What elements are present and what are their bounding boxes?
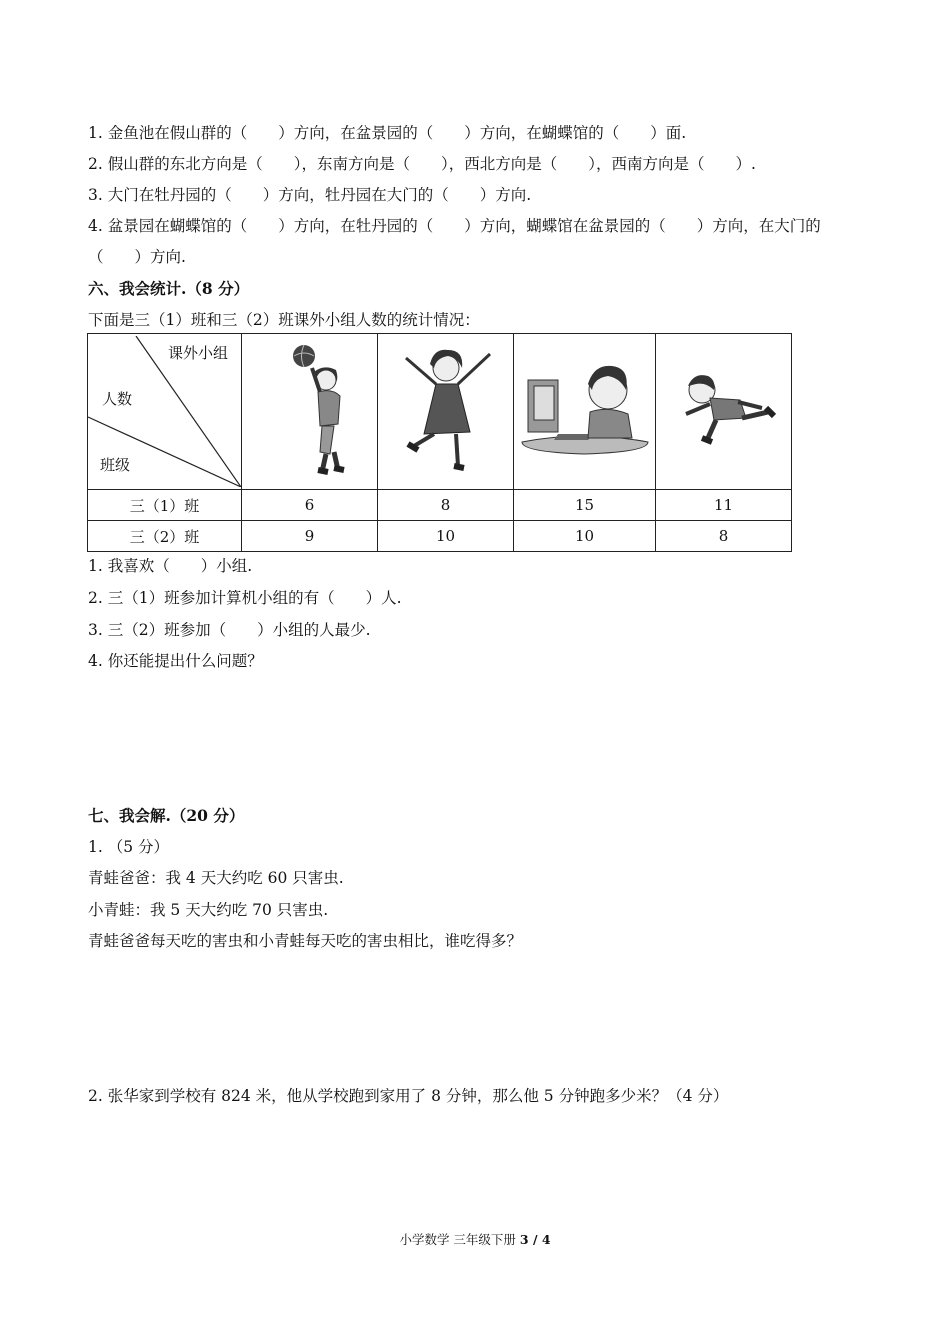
problem-1-line-2: 小青蛙：我 5 天大约吃 70 只害虫. xyxy=(88,901,329,919)
table-cell: 8 xyxy=(656,521,792,552)
computer-icon xyxy=(514,334,656,490)
page-number: 3 / 4 xyxy=(519,1232,551,1247)
header-class: 班级 xyxy=(100,456,131,474)
problem-1-label: 1. （5 分） xyxy=(88,838,170,856)
row-label: 三（2）班 xyxy=(88,521,242,552)
s6-question-3: 3. 三（2）班参加（ ）小组的人最少. xyxy=(88,621,371,639)
diagonal-header-cell xyxy=(88,334,242,490)
footer-text: 小学数学 三年级下册 xyxy=(399,1232,520,1247)
row-label: 三（1）班 xyxy=(88,490,242,521)
stat-table xyxy=(87,333,792,552)
page-footer xyxy=(0,1230,950,1248)
table-cell: 10 xyxy=(378,521,514,552)
table-cell: 11 xyxy=(656,490,792,521)
table-cell: 9 xyxy=(242,521,378,552)
s5-question-2: 2. 假山群的东北方向是（ ），东南方向是（ ），西北方向是（ ），西南方向是（ ）. xyxy=(88,155,756,173)
s6-question-2: 2. 三（1）班参加计算机小组的有（ ）人. xyxy=(88,589,402,607)
table-cell: 15 xyxy=(514,490,656,521)
s5-question-4: 4. 盆景园在蝴蝶馆的（ ）方向，在牡丹园的（ ）方向，蝴蝶馆在盆景园的（ ）方向，在大门的 xyxy=(88,217,821,235)
header-count: 人数 xyxy=(102,390,133,408)
table-cell: 6 xyxy=(242,490,378,521)
table-cell: 10 xyxy=(514,521,656,552)
problem-1-question: 青蛙爸爸每天吃的害虫和小青蛙每天吃的害虫相比，谁吃得多？ xyxy=(88,932,523,950)
section-7-title: 七、我会解.（20 分） xyxy=(88,806,245,825)
running-icon xyxy=(656,334,792,490)
basketball-icon xyxy=(242,334,378,490)
section-6-title: 六、我会统计.（8 分） xyxy=(88,279,250,298)
problem-2: 2. 张华家到学校有 824 米，他从学校跑到家用了 8 分钟，那么他 5 分钟跑多少米？（4 分） xyxy=(88,1087,729,1105)
s5-question-1: 1. 金鱼池在假山群的（ ）方向，在盆景园的（ ）方向，在蝴蝶馆的（ ）面. xyxy=(88,124,687,142)
s6-question-1: 1. 我喜欢（ ）小组. xyxy=(88,557,253,575)
header-group: 课外小组 xyxy=(168,344,229,362)
problem-1-line-1: 青蛙爸爸：我 4 天大约吃 60 只害虫. xyxy=(88,869,344,887)
table-cell: 8 xyxy=(378,490,514,521)
s5-question-4-cont: （ ）方向. xyxy=(88,248,186,266)
dance-icon xyxy=(378,334,514,490)
s6-question-4: 4. 你还能提出什么问题？ xyxy=(88,652,263,670)
s5-question-3: 3. 大门在牡丹园的（ ）方向，牡丹园在大门的（ ）方向. xyxy=(88,186,532,204)
section-6-intro: 下面是三（1）班和三（2）班课外小组人数的统计情况： xyxy=(88,311,480,329)
